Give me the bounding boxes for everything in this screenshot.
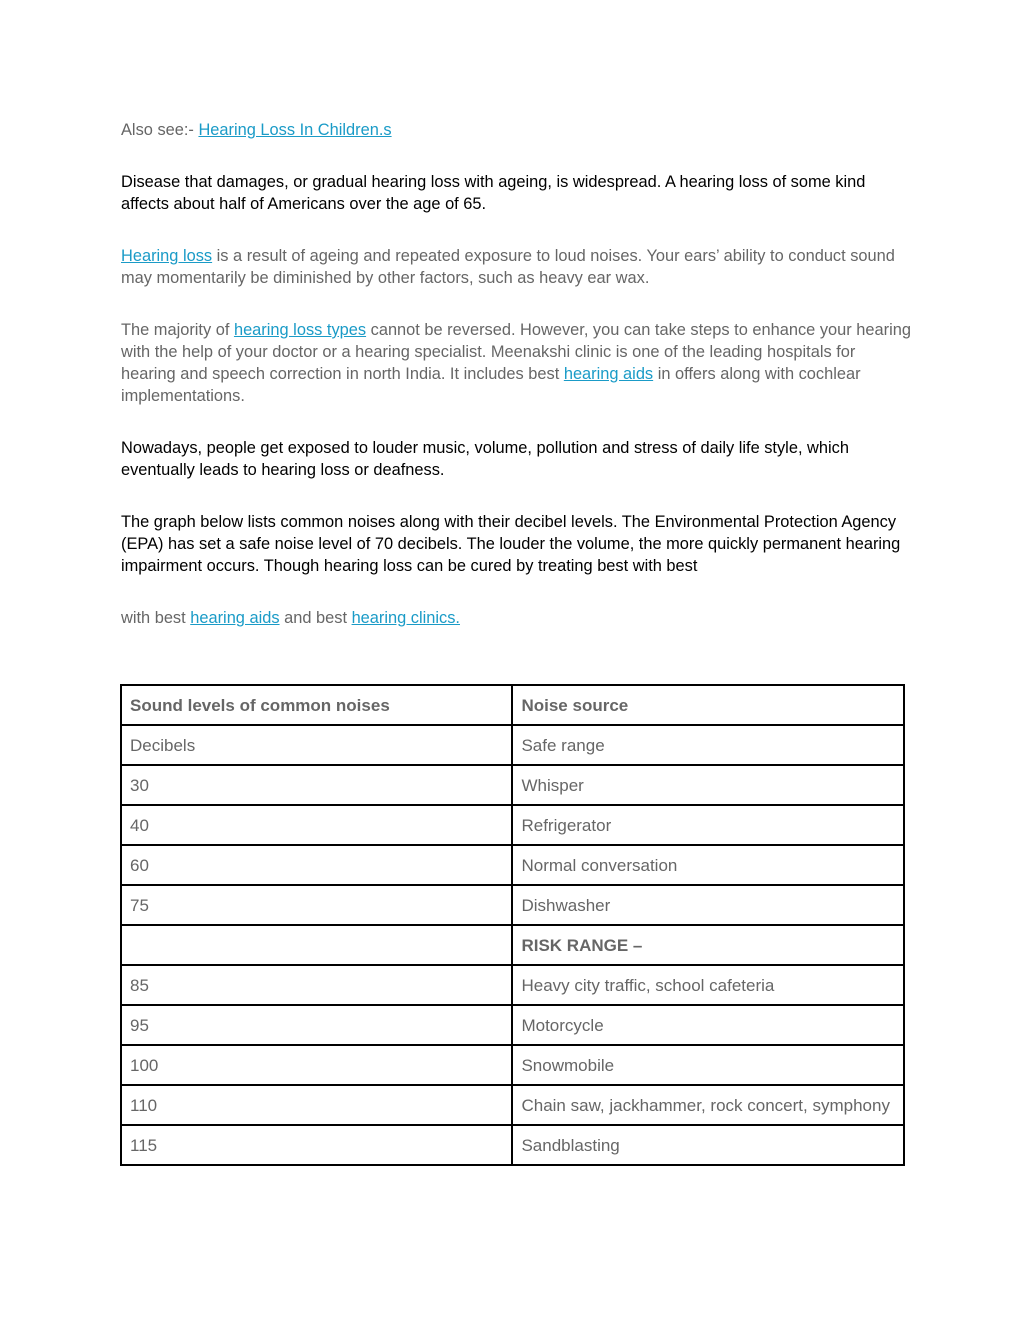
table-cell-decibels: 30 [121,765,512,805]
table-row [121,885,904,925]
also-see-prefix: Also see:- [121,121,199,139]
noise-levels-table [120,684,905,1166]
table-cell-source: Normal conversation [512,845,904,885]
paragraph-majority-end: in offers along with cochlear implementations. [121,365,861,405]
table-cell-decibels: 85 [121,965,512,1005]
table-cell-decibels: 75 [121,885,512,925]
paragraph-best-aids-mid: and best [279,609,352,627]
table-cell-decibels: 115 [121,1125,512,1165]
table-row [121,765,904,805]
hearing-aids-link[interactable]: hearing aids [563,365,654,383]
table-row [121,725,904,765]
table-cell-source: Motorcycle [512,1005,904,1045]
paragraph-hearing-loss-text: is a result of ageing and repeated exposure to loud noises. Your ears’ ability to conduct sound may momentarily be diminished by other factors, such as heavy ear wax. [121,247,895,287]
table-cell-decibels: Decibels [121,725,512,765]
paragraph-nowadays: Nowadays, people get exposed to louder music, volume, pollution and stress of daily life style, which eventually leads to hearing loss or deafness. [121,439,849,479]
hearing-clinics-link[interactable]: hearing clinics. [351,609,460,627]
hearing-loss-types-link[interactable]: hearing loss types [233,321,367,339]
table-cell-decibels: 110 [121,1085,512,1125]
table-header-cell: Noise source [512,685,904,725]
table-cell-decibels: 95 [121,1005,512,1045]
hearing-loss-link[interactable]: Hearing loss [121,247,213,265]
table-cell-source: Snowmobile [512,1045,904,1085]
paragraph-majority-start: The majority of [121,321,234,339]
table-row [121,1085,904,1125]
table-cell-risk-range: RISK RANGE – [512,925,904,965]
table-row [121,1005,904,1045]
paragraph-majority [121,319,911,407]
table-cell-decibels: 100 [121,1045,512,1085]
paragraph-best-aids [121,607,911,629]
hearing-loss-in-children-link[interactable]: Hearing Loss In Children.s [198,121,392,139]
table-cell-decibels: 40 [121,805,512,845]
paragraph-widespread: Disease that damages, or gradual hearing loss with ageing, is widespread. A hearing loss of some kind affects about half of Americans over the age of 65. [121,173,866,213]
table-row [121,805,904,845]
table-cell-decibels [121,925,512,965]
table-cell-source: Sandblasting [512,1125,904,1165]
table-cell-decibels: 60 [121,845,512,885]
paragraph-best-aids-start: with best [121,609,191,627]
table-row [121,925,904,965]
table-row [121,845,904,885]
paragraph-hearing-loss [121,245,911,289]
paragraph-graph-intro: The graph below lists common noises along with their decibel levels. The Environmental Protection Agency (EPA) has set a safe noise level of 70 decibels. The louder the volume, the more quickly permanent hearing impairment occurs. Though hearing loss can be cured by treating best with best [121,513,901,575]
hearing-aids-link-2[interactable]: hearing aids [190,609,280,627]
table-row [121,1125,904,1165]
table-cell-source: Heavy city traffic, school cafeteria [512,965,904,1005]
table-row [121,1045,904,1085]
table-cell-source: Refrigerator [512,805,904,845]
also-see-paragraph [121,119,911,141]
table-cell-source: Safe range [512,725,904,765]
table-header-row [121,685,904,725]
table-cell-source: Dishwasher [512,885,904,925]
paragraph-majority-mid: cannot be reversed. However, you can take steps to enhance your hearing with the help of your doctor or a hearing specialist. Meenakshi clinic is one of the leading hospitals for hearing and speech correction in north India. It includes best [121,321,911,383]
document-body [121,119,911,629]
table-cell-source: Chain saw, jackhammer, rock concert, symphony [512,1085,904,1125]
table-header-cell: Sound levels of common noises [121,685,512,725]
table-cell-source: Whisper [512,765,904,805]
table-row [121,965,904,1005]
